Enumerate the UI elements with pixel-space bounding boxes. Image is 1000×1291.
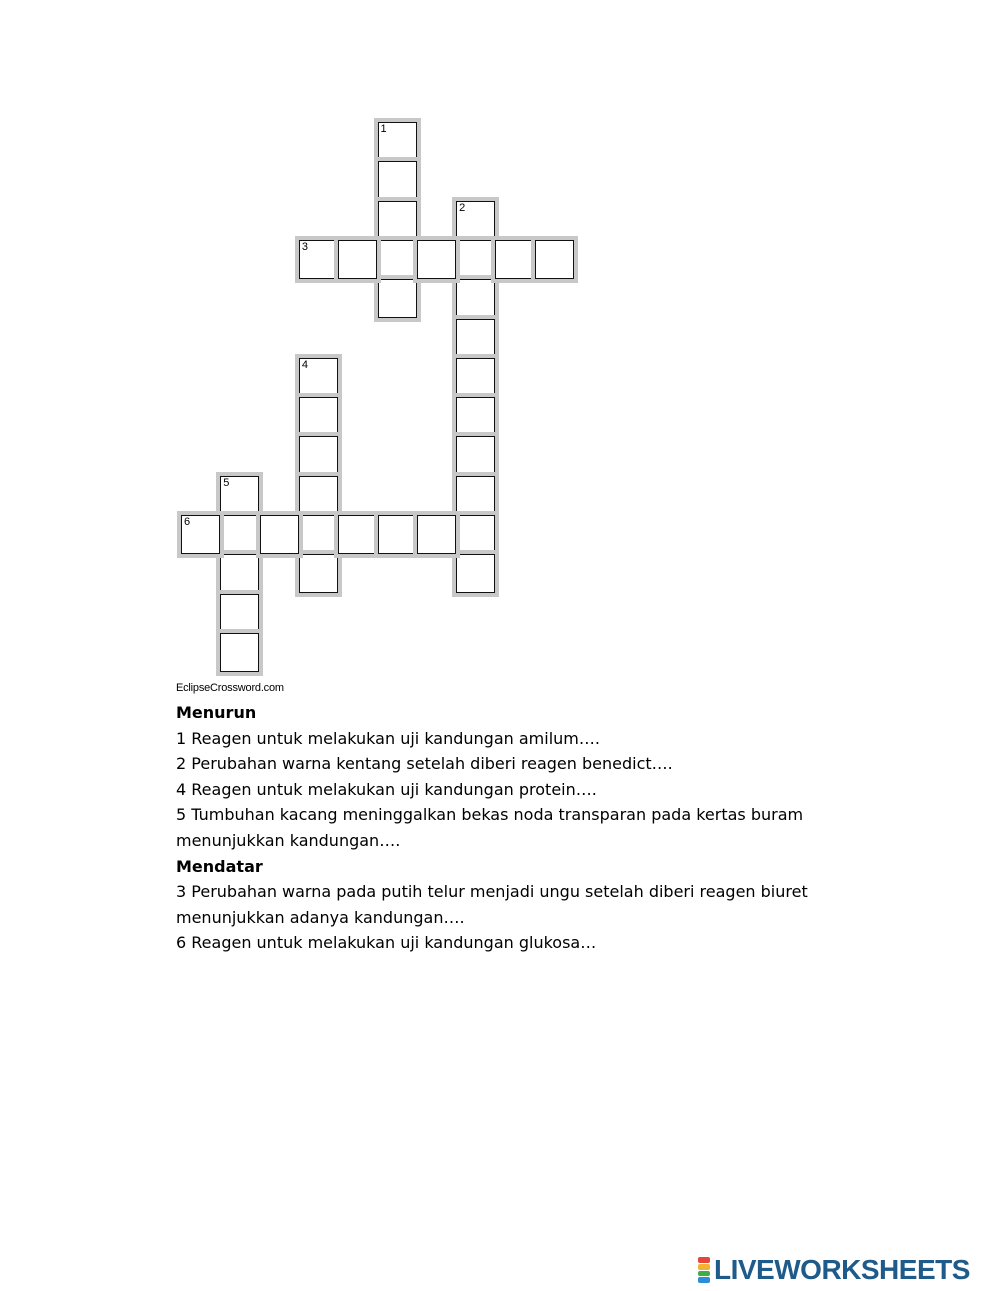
crossword-cell[interactable] <box>299 554 338 593</box>
crossword-cell[interactable] <box>417 240 456 279</box>
crossword-cell[interactable] <box>220 594 259 633</box>
crossword-cell-input[interactable] <box>457 516 494 553</box>
crossword-cell[interactable] <box>456 240 495 279</box>
crossword-cell-input[interactable] <box>221 595 258 632</box>
crossword-cell[interactable] <box>456 279 495 318</box>
crossword-credit: EclipseCrossword.com <box>176 682 284 694</box>
crossword-cell-input[interactable] <box>379 241 416 278</box>
crossword-cell[interactable] <box>220 476 259 515</box>
liveworksheets-logo <box>698 1255 970 1285</box>
crossword-cell[interactable] <box>378 279 417 318</box>
crossword-cell-input[interactable] <box>221 516 258 553</box>
crossword-cell[interactable] <box>220 515 259 554</box>
crossword-cell-input[interactable] <box>300 516 337 553</box>
crossword-cell-input[interactable] <box>221 555 258 592</box>
crossword-cell[interactable] <box>456 397 495 436</box>
crossword-cell-input[interactable] <box>496 241 533 278</box>
crossword-cell[interactable] <box>456 319 495 358</box>
down-clue-2: 2 Perubahan warna kentang setelah diberi reagen benedict…. <box>176 754 673 774</box>
crossword-cell-input[interactable] <box>300 398 337 435</box>
crossword-clue-number: 5 <box>223 476 230 489</box>
crossword-clue-number: 3 <box>301 240 309 253</box>
crossword-cell-input[interactable] <box>457 241 494 278</box>
crossword-cell-input[interactable] <box>457 320 494 357</box>
crossword-cell[interactable] <box>495 240 534 279</box>
crossword-cell[interactable] <box>535 240 574 279</box>
logo-block-yellow <box>698 1264 710 1270</box>
logo-block-blue <box>698 1277 710 1283</box>
crossword-cell[interactable] <box>378 240 417 279</box>
crossword-cell-input[interactable] <box>379 202 416 239</box>
crossword-cell[interactable] <box>338 240 377 279</box>
crossword-cell-input[interactable] <box>300 555 337 592</box>
crossword-cell-input[interactable] <box>418 241 455 278</box>
crossword-cell[interactable] <box>456 358 495 397</box>
crossword-cell-input[interactable] <box>418 516 455 553</box>
crossword-cell-input[interactable] <box>300 437 337 474</box>
crossword-cell[interactable] <box>299 358 338 397</box>
crossword-clue-number: 2 <box>459 201 466 214</box>
crossword-cell-input[interactable] <box>457 398 494 435</box>
crossword-cell[interactable] <box>220 633 259 672</box>
crossword-clue-number: 4 <box>301 358 309 371</box>
crossword-cell[interactable] <box>378 515 417 554</box>
crossword-cell[interactable] <box>299 515 338 554</box>
crossword-cell-input[interactable] <box>457 477 494 514</box>
crossword-cell-input[interactable] <box>457 202 494 239</box>
crossword-cell[interactable] <box>378 161 417 200</box>
crossword-cell[interactable] <box>299 240 338 279</box>
across-clue-6: 6 Reagen untuk melakukan uji kandungan glukosa… <box>176 933 597 953</box>
crossword-cell-input[interactable] <box>300 241 337 278</box>
crossword-cell[interactable] <box>456 515 495 554</box>
crossword-cell[interactable] <box>378 201 417 240</box>
across-clue-3: 3 Perubahan warna pada putih telur menjadi ungu setelah diberi reagen biuret menunjukkan adanya kandungan…. <box>176 882 808 927</box>
crossword-cell[interactable] <box>181 515 220 554</box>
crossword-cell-input[interactable] <box>457 437 494 474</box>
crossword-cell-input[interactable] <box>221 477 258 514</box>
crossword-cell-input[interactable] <box>261 516 298 553</box>
crossword-cell-input[interactable] <box>457 280 494 317</box>
down-clue-5: 5 Tumbuhan kacang meninggalkan bekas noda transparan pada kertas buram menunjukkan kandungan…. <box>176 805 804 850</box>
crossword-cell[interactable] <box>456 476 495 515</box>
crossword-cell-input[interactable] <box>457 555 494 592</box>
crossword-cell[interactable] <box>220 554 259 593</box>
liveworksheets-logo-icon <box>698 1257 710 1284</box>
clue-list <box>176 700 836 956</box>
crossword-cell-input[interactable] <box>379 516 416 553</box>
crossword-cell-input[interactable] <box>221 634 258 671</box>
crossword-cell-input[interactable] <box>182 516 219 553</box>
crossword-cell-input[interactable] <box>457 359 494 396</box>
down-clue-1: 1 Reagen untuk melakukan uji kandungan amilum…. <box>176 728 600 748</box>
crossword-cell-input[interactable] <box>379 123 416 160</box>
crossword-cell[interactable] <box>299 476 338 515</box>
logo-block-green <box>698 1271 710 1277</box>
crossword-cell-input[interactable] <box>300 477 337 514</box>
crossword-cell[interactable] <box>456 554 495 593</box>
liveworksheets-logo-text: LIVEWORKSHEETS <box>714 1254 970 1285</box>
down-clues-heading: Menurun <box>176 703 257 722</box>
crossword-cell[interactable] <box>338 515 377 554</box>
crossword-cell-input[interactable] <box>339 241 376 278</box>
crossword-cell[interactable] <box>378 122 417 161</box>
crossword-cell-input[interactable] <box>536 241 573 278</box>
crossword-cell[interactable] <box>417 515 456 554</box>
logo-block-red <box>698 1257 710 1263</box>
crossword-cell-input[interactable] <box>339 516 376 553</box>
crossword-cell[interactable] <box>456 436 495 475</box>
crossword-cell-input[interactable] <box>379 280 416 317</box>
down-clue-4: 4 Reagen untuk melakukan uji kandungan protein…. <box>176 779 597 799</box>
crossword-cell-input[interactable] <box>300 359 337 396</box>
crossword-clue-number: 1 <box>380 123 387 135</box>
crossword-cell[interactable] <box>260 515 299 554</box>
crossword-clue-number: 6 <box>184 516 191 528</box>
crossword-cell-input[interactable] <box>379 162 416 199</box>
crossword-cell[interactable] <box>299 436 338 475</box>
crossword-cell[interactable] <box>456 201 495 240</box>
across-clues-heading: Mendatar <box>176 856 263 876</box>
crossword-cell[interactable] <box>299 397 338 436</box>
